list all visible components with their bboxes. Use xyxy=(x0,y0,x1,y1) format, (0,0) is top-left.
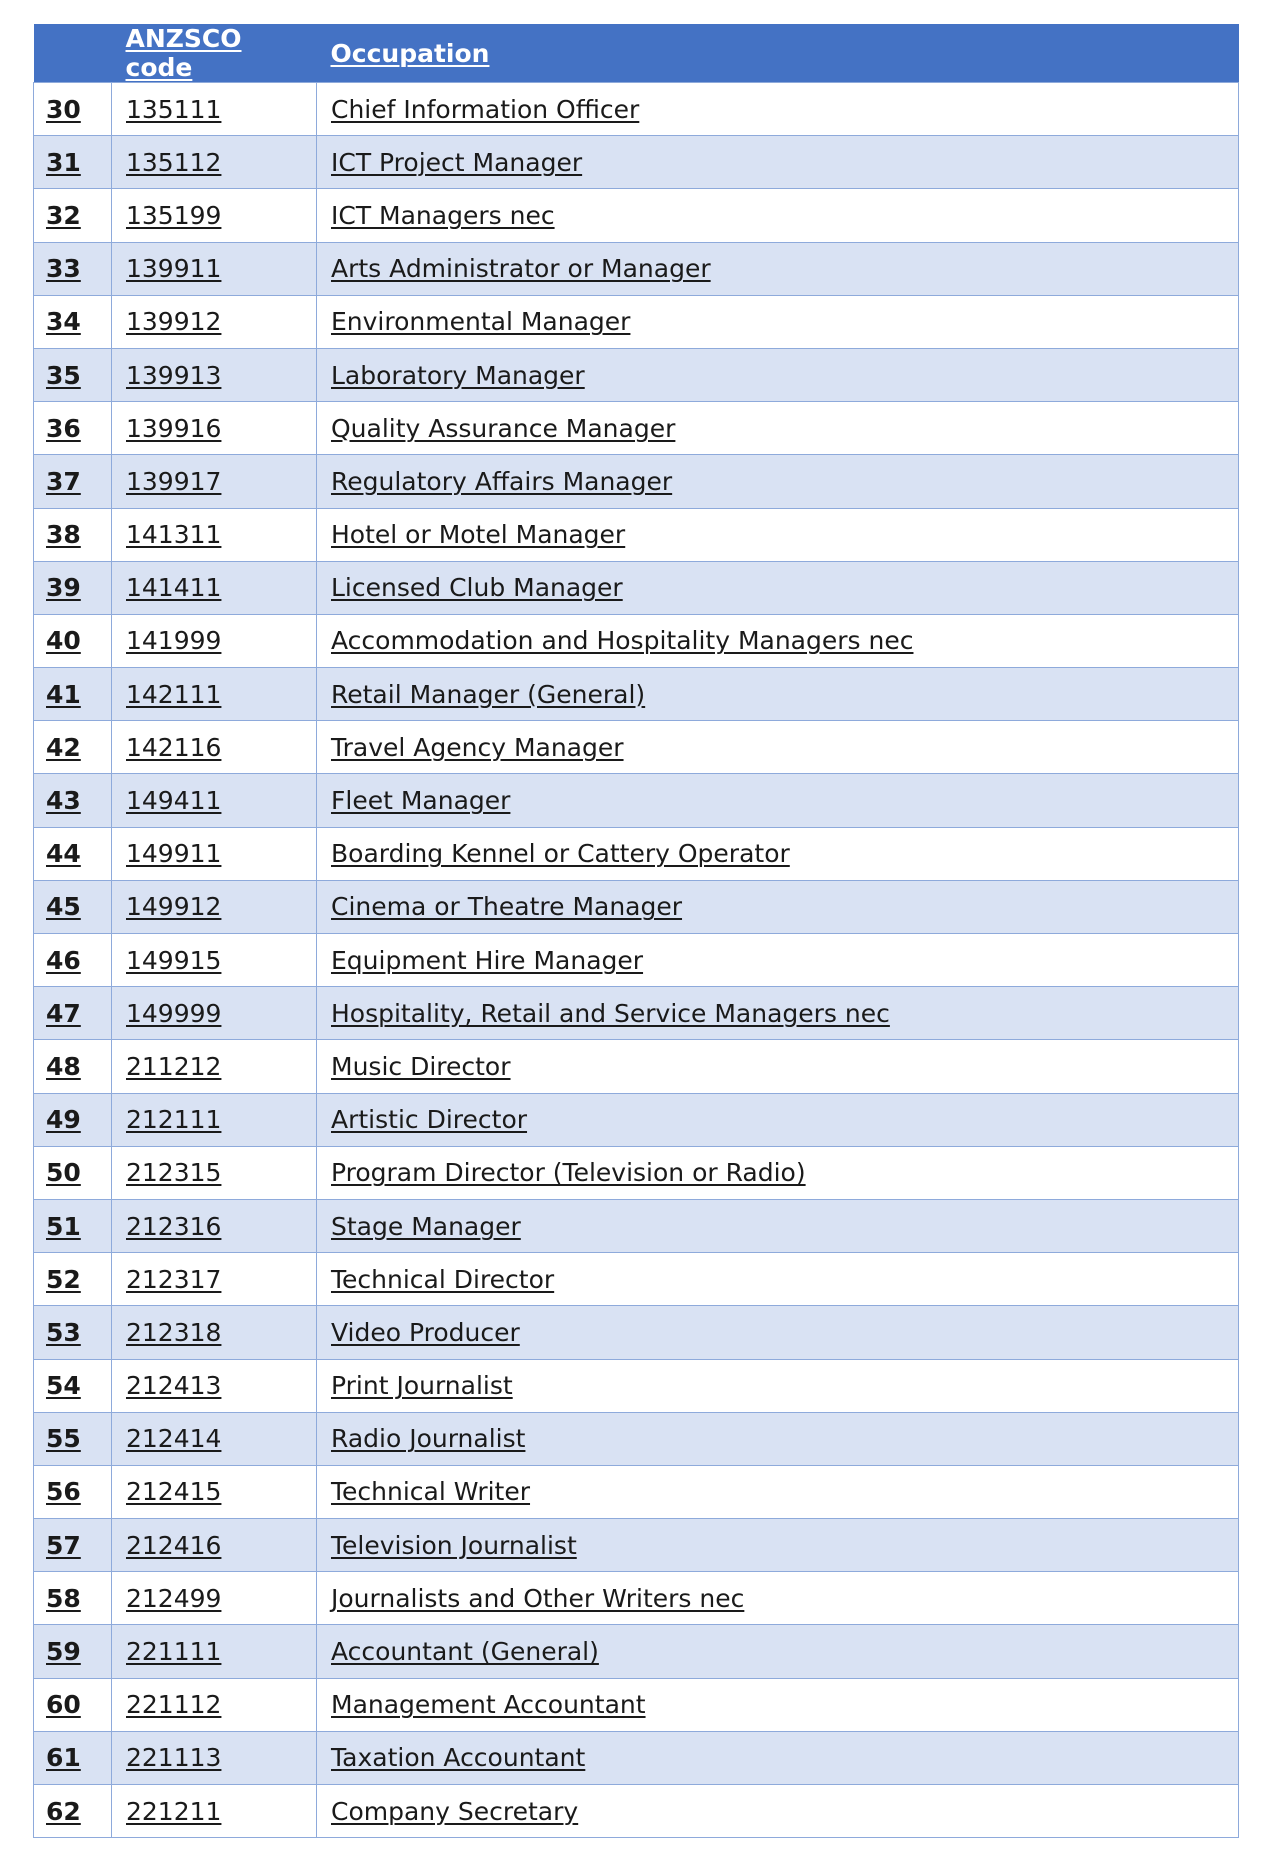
table-row xyxy=(34,83,1239,136)
table-row xyxy=(34,189,1239,242)
occupation-link[interactable]: Technical Director xyxy=(317,1253,1239,1306)
anzsco-code-link[interactable]: 221113 xyxy=(112,1731,317,1784)
occupation-table-container xyxy=(33,24,1239,1838)
anzsco-code-link[interactable]: 212415 xyxy=(112,1465,317,1518)
anzsco-code-link[interactable]: 142116 xyxy=(112,721,317,774)
table-row xyxy=(34,455,1239,508)
row-number-link[interactable]: 48 xyxy=(34,1040,112,1093)
row-number-link[interactable]: 36 xyxy=(34,402,112,455)
anzsco-code-link[interactable]: 211212 xyxy=(112,1040,317,1093)
anzsco-code-link[interactable]: 212413 xyxy=(112,1359,317,1412)
row-number-link[interactable]: 42 xyxy=(34,721,112,774)
row-number-link[interactable]: 62 xyxy=(34,1785,112,1838)
table-row xyxy=(34,1465,1239,1518)
table-row xyxy=(34,934,1239,987)
occupation-link[interactable]: Cinema or Theatre Manager xyxy=(317,880,1239,933)
row-number-link[interactable]: 53 xyxy=(34,1306,112,1359)
table-row xyxy=(34,295,1239,348)
occupation-link[interactable]: Quality Assurance Manager xyxy=(317,402,1239,455)
anzsco-code-link[interactable]: 139916 xyxy=(112,402,317,455)
table-row xyxy=(34,508,1239,561)
anzsco-code-link[interactable]: 212316 xyxy=(112,1199,317,1252)
table-row xyxy=(34,1625,1239,1678)
anzsco-code-link[interactable]: 149915 xyxy=(112,934,317,987)
occupation-link[interactable]: Arts Administrator or Manager xyxy=(317,242,1239,295)
table-row xyxy=(34,1412,1239,1465)
anzsco-code-link[interactable]: 149411 xyxy=(112,774,317,827)
anzsco-code-link[interactable]: 212315 xyxy=(112,1146,317,1199)
table-row xyxy=(34,827,1239,880)
anzsco-code-link[interactable]: 135111 xyxy=(112,83,317,136)
table-row xyxy=(34,348,1239,401)
row-number-link[interactable]: 46 xyxy=(34,934,112,987)
occupation-link[interactable]: Fleet Manager xyxy=(317,774,1239,827)
anzsco-code-link[interactable]: 212318 xyxy=(112,1306,317,1359)
row-number-link[interactable]: 58 xyxy=(34,1572,112,1625)
row-number-link[interactable]: 57 xyxy=(34,1519,112,1572)
anzsco-code-link[interactable]: 149912 xyxy=(112,880,317,933)
header-anzsco-code[interactable]: ANZSCO code xyxy=(125,24,242,82)
anzsco-code-link[interactable]: 221111 xyxy=(112,1625,317,1678)
row-number-link[interactable]: 37 xyxy=(34,455,112,508)
anzsco-code-link[interactable]: 149999 xyxy=(112,987,317,1040)
occupation-link[interactable]: Accountant (General) xyxy=(317,1625,1239,1678)
table-row xyxy=(34,987,1239,1040)
occupation-link[interactable]: Accommodation and Hospitality Managers nec xyxy=(317,614,1239,667)
table-row xyxy=(34,1678,1239,1731)
occupation-link[interactable]: Retail Manager (General) xyxy=(317,668,1239,721)
occupation-link[interactable]: Music Director xyxy=(317,1040,1239,1093)
row-number-link[interactable]: 34 xyxy=(34,295,112,348)
anzsco-code-link[interactable]: 212317 xyxy=(112,1253,317,1306)
occupation-link[interactable]: Equipment Hire Manager xyxy=(317,934,1239,987)
occupation-link[interactable]: Program Director (Television or Radio) xyxy=(317,1146,1239,1199)
row-number-link[interactable]: 45 xyxy=(34,880,112,933)
table-row xyxy=(34,561,1239,614)
row-number-link[interactable]: 59 xyxy=(34,1625,112,1678)
row-number-link[interactable]: 33 xyxy=(34,242,112,295)
occupation-link[interactable]: Travel Agency Manager xyxy=(317,721,1239,774)
row-number-link[interactable]: 51 xyxy=(34,1199,112,1252)
table-body xyxy=(34,83,1239,1838)
table-row xyxy=(34,668,1239,721)
table-row xyxy=(34,614,1239,667)
anzsco-code-link[interactable]: 212416 xyxy=(112,1519,317,1572)
occupation-link[interactable]: Laboratory Manager xyxy=(317,348,1239,401)
table-row xyxy=(34,1306,1239,1359)
table-row xyxy=(34,1093,1239,1146)
row-number-link[interactable]: 47 xyxy=(34,987,112,1040)
occupation-link[interactable]: Company Secretary xyxy=(317,1785,1239,1838)
row-number-link[interactable]: 55 xyxy=(34,1412,112,1465)
row-number-link[interactable]: 56 xyxy=(34,1465,112,1518)
anzsco-code-link[interactable]: 135199 xyxy=(112,189,317,242)
row-number-link[interactable]: 30 xyxy=(34,83,112,136)
row-number-link[interactable]: 40 xyxy=(34,614,112,667)
anzsco-code-link[interactable]: 149911 xyxy=(112,827,317,880)
header-number xyxy=(34,24,112,83)
occupation-link[interactable]: Licensed Club Manager xyxy=(317,561,1239,614)
row-number-link[interactable]: 52 xyxy=(34,1253,112,1306)
row-number-link[interactable]: 39 xyxy=(34,561,112,614)
table-row xyxy=(34,1359,1239,1412)
table-row xyxy=(34,136,1239,189)
table-row xyxy=(34,1731,1239,1784)
row-number-link[interactable]: 32 xyxy=(34,189,112,242)
row-number-link[interactable]: 43 xyxy=(34,774,112,827)
anzsco-code-link[interactable]: 141999 xyxy=(112,614,317,667)
row-number-link[interactable]: 35 xyxy=(34,348,112,401)
occupation-link[interactable]: Chief Information Officer xyxy=(317,83,1239,136)
table-header xyxy=(34,24,1239,83)
occupation-link[interactable]: ICT Project Manager xyxy=(317,136,1239,189)
anzsco-code-link[interactable]: 135112 xyxy=(112,136,317,189)
row-number-link[interactable]: 61 xyxy=(34,1731,112,1784)
occupation-link[interactable]: Hospitality, Retail and Service Managers nec xyxy=(317,987,1239,1040)
table-row xyxy=(34,242,1239,295)
table-row xyxy=(34,1253,1239,1306)
row-number-link[interactable]: 38 xyxy=(34,508,112,561)
occupation-link[interactable]: Boarding Kennel or Cattery Operator xyxy=(317,827,1239,880)
occupation-link[interactable]: Print Journalist xyxy=(317,1359,1239,1412)
occupation-link[interactable]: Regulatory Affairs Manager xyxy=(317,455,1239,508)
occupation-link[interactable]: ICT Managers nec xyxy=(317,189,1239,242)
row-number-link[interactable]: 54 xyxy=(34,1359,112,1412)
occupation-link[interactable]: Stage Manager xyxy=(317,1199,1239,1252)
table-row xyxy=(34,1199,1239,1252)
occupation-link[interactable]: Management Accountant xyxy=(317,1678,1239,1731)
anzsco-code-link[interactable]: 139911 xyxy=(112,242,317,295)
anzsco-code-link[interactable]: 142111 xyxy=(112,668,317,721)
table-row xyxy=(34,1519,1239,1572)
table-row xyxy=(34,721,1239,774)
header-row xyxy=(34,24,1239,83)
anzsco-code-link[interactable]: 221211 xyxy=(112,1785,317,1838)
occupation-link[interactable]: Environmental Manager xyxy=(317,295,1239,348)
anzsco-code-link[interactable]: 139912 xyxy=(112,295,317,348)
occupation-link[interactable]: Taxation Accountant xyxy=(317,1731,1239,1784)
anzsco-code-link[interactable]: 212414 xyxy=(112,1412,317,1465)
row-number-link[interactable]: 50 xyxy=(34,1146,112,1199)
anzsco-code-link[interactable]: 141411 xyxy=(112,561,317,614)
table-row xyxy=(34,1572,1239,1625)
anzsco-code-link[interactable]: 212499 xyxy=(112,1572,317,1625)
occupation-table xyxy=(33,24,1239,1838)
occupation-link[interactable]: Hotel or Motel Manager xyxy=(317,508,1239,561)
occupation-link[interactable]: Technical Writer xyxy=(317,1465,1239,1518)
row-number-link[interactable]: 31 xyxy=(34,136,112,189)
occupation-link[interactable]: Television Journalist xyxy=(317,1519,1239,1572)
table-row xyxy=(34,774,1239,827)
occupation-link[interactable]: Radio Journalist xyxy=(317,1412,1239,1465)
header-occupation[interactable]: Occupation xyxy=(330,38,490,68)
occupation-link[interactable]: Video Producer xyxy=(317,1306,1239,1359)
occupation-link[interactable]: Journalists and Other Writers nec xyxy=(317,1572,1239,1625)
anzsco-code-link[interactable]: 141311 xyxy=(112,508,317,561)
row-number-link[interactable]: 41 xyxy=(34,668,112,721)
anzsco-code-link[interactable]: 221112 xyxy=(112,1678,317,1731)
anzsco-code-link[interactable]: 212111 xyxy=(112,1093,317,1146)
table-row xyxy=(34,402,1239,455)
table-row xyxy=(34,1040,1239,1093)
row-number-link[interactable]: 60 xyxy=(34,1678,112,1731)
row-number-link[interactable]: 49 xyxy=(34,1093,112,1146)
row-number-link[interactable]: 44 xyxy=(34,827,112,880)
anzsco-code-link[interactable]: 139913 xyxy=(112,348,317,401)
table-row xyxy=(34,1146,1239,1199)
occupation-link[interactable]: Artistic Director xyxy=(317,1093,1239,1146)
table-row xyxy=(34,1785,1239,1838)
anzsco-code-link[interactable]: 139917 xyxy=(112,455,317,508)
table-row xyxy=(34,880,1239,933)
